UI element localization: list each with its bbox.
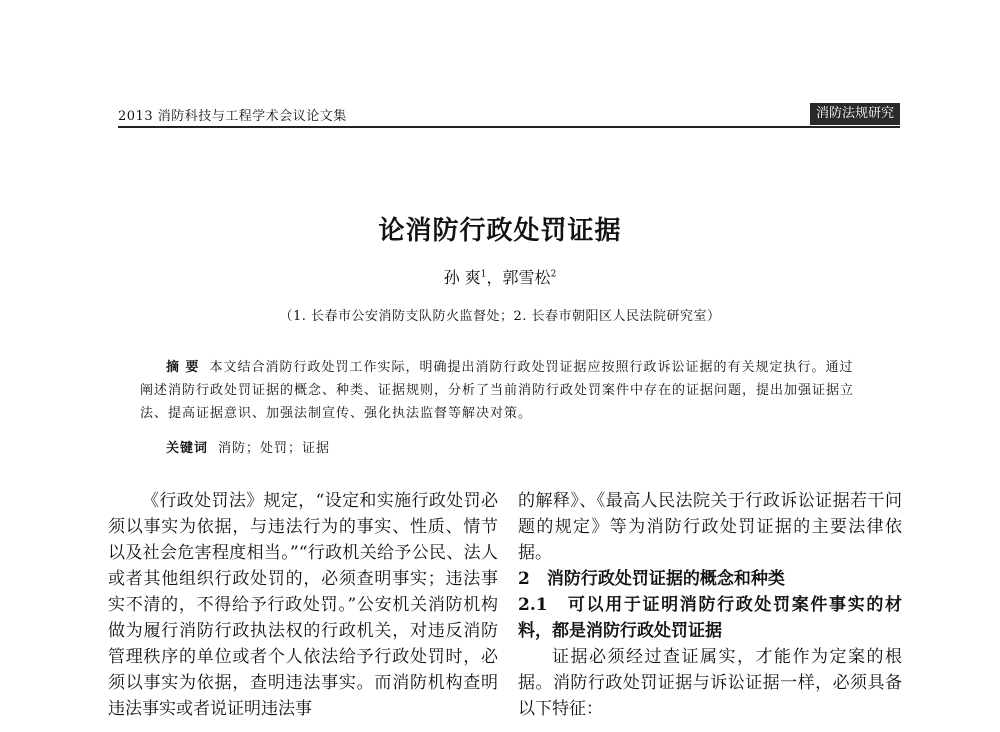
proceedings-title: 2013 消防科技与工程学术会议论文集	[118, 109, 347, 124]
author-line	[0, 265, 1000, 288]
subsection-heading-2-1: 2.1 可以用于证明消防行政处罚案件事实的材料，都是消防行政处罚证据	[518, 595, 902, 641]
abstract-label: 摘 要	[166, 360, 200, 375]
section-badge: 消防法规研究	[810, 103, 900, 125]
body-column-right	[518, 488, 902, 722]
abstract-text: 本文结合消防行政处罚工作实际，明确提出消防行政处罚证据应按照行政诉讼证据的有关规定执行。通过阐述消防行政处罚证据的概念、种类、证据规则，分析了当前消防行政处罚案件中存在的证据问题，提出加强证据立法、提高证据意识、加强法制宣传、强化执法监督等解决对策。	[140, 360, 855, 421]
affiliation: （1. 长春市公安消防支队防火监督处；2. 长春市朝阳区人民法院研究室）	[279, 309, 721, 324]
keywords-label: 关键词	[166, 441, 209, 456]
author-2: 郭雪松	[502, 268, 551, 287]
author-separator: ，	[486, 268, 503, 287]
body-paragraph-continued: 的解释》、《最高人民法院关于行政诉讼证据若干问题的规定》等为消防行政处罚证据的主要法律依据。	[518, 491, 902, 563]
keywords-text: 消防；处罚；证据	[218, 441, 331, 456]
body-column-left	[108, 488, 498, 722]
keywords	[140, 437, 862, 456]
author-1: 孙 爽	[443, 268, 481, 287]
paper-title: 论消防行政处罚证据	[378, 216, 622, 246]
section-heading-2: 2 消防行政处罚证据的概念和种类	[518, 569, 785, 589]
author-1-affil-mark: 1	[480, 269, 487, 280]
author-2-affil-mark: 2	[550, 269, 557, 280]
body-paragraph: 《行政处罚法》规定，“设定和实施行政处罚必须以事实为依据，与违法行为的事实、性质、情节以及社会危害程度相当。”“行政机关给予公民、法人或者其他组织行政处罚的，必须查明事实；违法事实不清的，不得给予行政处罚。”公安机关消防机构做为履行消防行政执法权的行政机关，对违反消防管理秩序的单位或者个人依法给予行政处罚时，必须以事实为依据，查明违法事实。而消防机构查明违法事实或者说证明违法事	[108, 491, 498, 719]
body-paragraph: 证据必须经过查证属实，才能作为定案的根据。消防行政处罚证据与诉讼证据一样，必须具备以下特征：	[518, 647, 902, 719]
abstract	[140, 356, 862, 425]
running-header	[118, 104, 900, 128]
